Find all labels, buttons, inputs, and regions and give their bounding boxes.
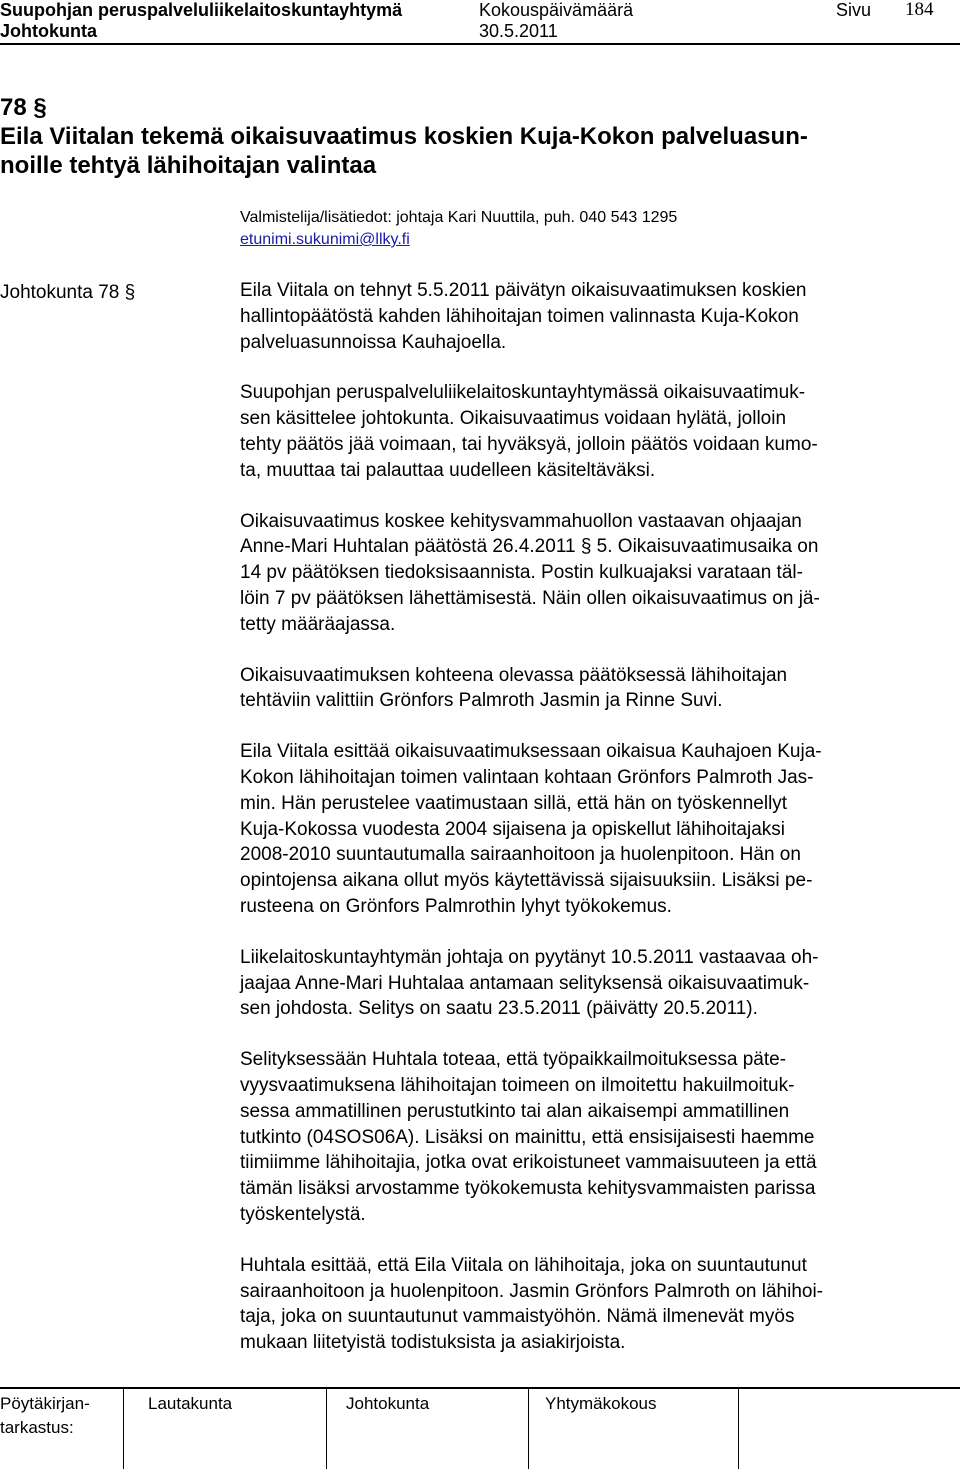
text-line: tehtäviin valittiin Grönfors Palmroth Jasmin ja Rinne Suvi. [240,690,723,712]
text-line: min. Hän perustelee vaatimustaan sillä, että hän on työskennellyt [240,792,788,814]
organization-name: Suupohjan peruspalveluliikelaitoskuntayhtymä [0,0,403,20]
text-line: sen käsittelee johtokunta. Oikaisuvaatimus voidaan hylätä, jolloin [240,408,787,430]
text-line: Huhtala esittää, että Eila Viitala on lähihoitaja, joka on suuntautunut [240,1254,807,1276]
footer-signature-lautakunta: Lautakunta [148,1394,233,1413]
preparer-info [240,207,940,251]
text-line: jaajaa Anne-Mari Huhtalaa antamaan selityksensä oikaisuvaatimuk- [240,972,810,994]
text-line: Liikelaitoskuntayhtymän johtaja on pyytänyt 10.5.2011 vastaavaa oh- [240,946,819,968]
text-line: työskentelystä. [240,1203,366,1225]
footer-checker-label: Pöytäkirjan- [0,1394,90,1413]
footer-column-divider [326,1389,327,1469]
text-line: Oikaisuvaatimus koskee kehitysvammahuollon vastaavan ohjaajan [240,510,802,532]
text-line: tutkinto (04SOS06A). Lisäksi on mainittu, että ensisijaisesti haemme [240,1126,815,1148]
paragraph [240,739,940,920]
text-line: Selityksessään Huhtala toteaa, että työpaikkailmoituksessa päte- [240,1049,787,1071]
footer-signature-johtokunta: Johtokunta [346,1394,430,1413]
body-name: Johtokunta [0,21,97,41]
meeting-date: 30.5.2011 [479,21,558,41]
preparer-line: Valmistelija/lisätiedot: johtaja Kari Nuuttila, puh. 040 543 1295 [240,209,678,226]
footer-signature-yhtymakokous: Yhtymäkokous [545,1394,657,1413]
text-line: 2008-2010 suuntautumalla sairaanhoitoon ja huolenpitoon. Hän on [240,844,801,866]
section-number: 78 § [0,94,47,121]
text-line: Eila Viitala on tehnyt 5.5.2011 päivätyn oikaisuvaatimuksen koskien [240,280,807,301]
section-title-line: noille tehtyä lähihoitajan valintaa [0,152,377,179]
header-divider [0,43,960,45]
text-line: ta, muuttaa tai palauttaa uudelleen käsiteltäväksi. [240,459,656,481]
document-body [240,278,940,1381]
footer-column-divider [528,1389,529,1469]
meeting-date-label: Kokouspäivämäärä [479,0,634,20]
text-line: hallintopäätöstä kahden lähihoitajan toimen valinnasta Kuja-Kokon [240,305,799,327]
footer-checker-label: tarkastus: [0,1418,74,1437]
page-number: 184 [905,0,934,20]
text-line: Kokon lähihoitajan toimen valintaan kohtaan Grönfors Palmroth Jas- [240,766,814,788]
section-title [0,93,940,180]
paragraph [240,1047,940,1228]
section-title-line: Eila Viitalan tekemä oikaisuvaatimus koskien Kuja-Kokon palveluasun- [0,123,808,150]
text-line: tehty päätös jää voimaan, tai hyväksyä, jolloin päätös voidaan kumo- [240,433,818,455]
text-line: Suupohjan peruspalveluliikelaitoskuntayhtymässä oikaisuvaatimuk- [240,382,806,404]
text-line: tämän lisäksi arvostamme työkokemusta kehitysvammaisten parissa [240,1178,816,1200]
paragraph [240,278,940,355]
paragraph [240,663,940,715]
text-line: tetty määräajassa. [240,613,396,635]
text-line: opintojensa aikana ollut myös käytettävissä sijaisuuksiin. Lisäksi pe- [240,870,813,892]
paragraph [240,945,940,1022]
page-header [0,0,960,44]
text-line: sen johdosta. Selitys on saatu 23.5.2011 (päivätty 20.5.2011). [240,998,758,1020]
text-line: Anne-Mari Huhtalan päätöstä 26.4.2011 § 5. Oikaisuvaatimusaika on [240,536,819,558]
text-line: mukaan liitetyistä todistuksista ja asiakirjoista. [240,1332,626,1354]
text-line: rusteena on Grönfors Palmrothin lyhyt työkokemus. [240,895,672,917]
board-section-label: Johtokunta 78 § [0,282,136,303]
page-label: Sivu [836,0,872,20]
preparer-email-link[interactable]: etunimi.sukunimi@llky.fi [240,231,410,248]
text-line: Eila Viitala esittää oikaisuvaatimuksessaan oikaisua Kauhajoen Kuja- [240,741,822,763]
text-line: Kuja-Kokossa vuodesta 2004 sijaisena ja opiskellut lähihoitajaksi [240,818,785,840]
text-line: vyysvaatimuksena lähihoitajan toimeen on ilmoitettu hakuilmoituk- [240,1074,795,1096]
text-line: taja, joka on suuntautunut vammaistyöhön. Nämä ilmenevät myös [240,1306,795,1328]
text-line: sairaanhoitoon ja huolenpitoon. Jasmin Grönfors Palmroth on lähihoi- [240,1280,824,1302]
footer-divider [0,1387,960,1389]
text-line: 14 pv päätöksen tiedoksisaannista. Postin kulkuajaksi varataan täl- [240,562,803,584]
text-line: tiimiimme lähihoitajia, jotka ovat erikoistuneet vammaisuuteen ja että [240,1152,817,1174]
footer-column-divider [738,1389,739,1469]
paragraph [240,509,940,638]
text-line: löin 7 pv päätöksen lähettämisestä. Näin ollen oikaisuvaatimus on jä- [240,587,820,609]
text-line: Oikaisuvaatimuksen kohteena olevassa päätöksessä lähihoitajan [240,664,788,686]
text-line: sessa ammatillinen perustutkinto tai alan aikaisempi ammatillinen [240,1100,790,1122]
paragraph [240,380,940,483]
text-line: palveluasunnoissa Kauhajoella. [240,331,507,353]
paragraph [240,1253,940,1356]
footer-column-divider [123,1389,124,1469]
